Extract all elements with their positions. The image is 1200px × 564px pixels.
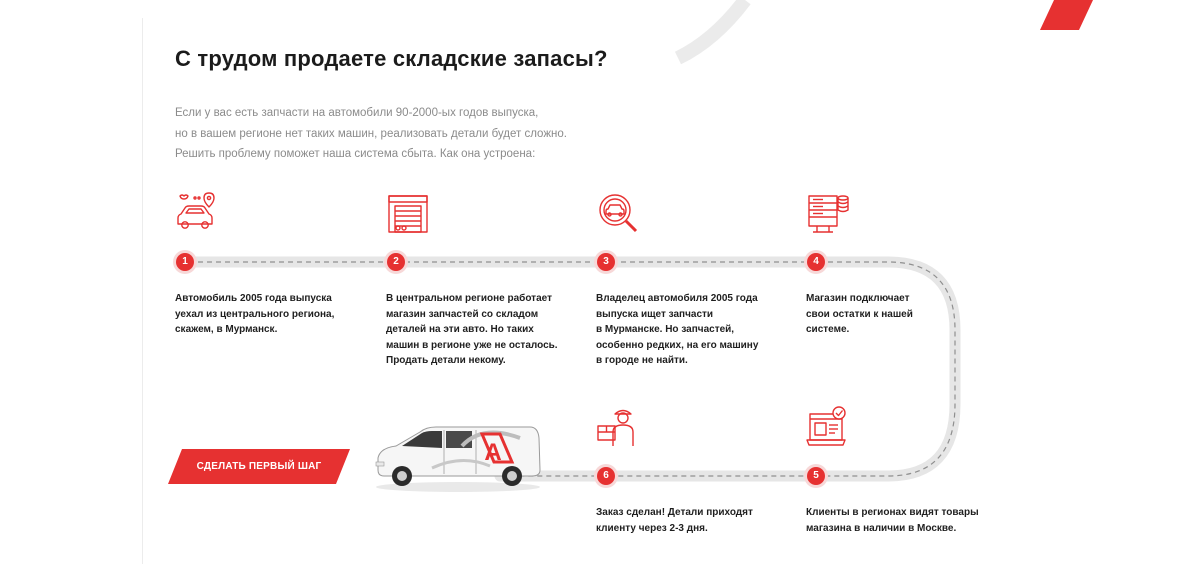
warehouse-icon: [385, 190, 431, 236]
first-step-button-label: СДЕЛАТЬ ПЕРВЫЙ ШАГ: [196, 461, 322, 472]
step-description-4: [806, 291, 913, 338]
step-number-4: 4: [807, 253, 825, 271]
step-line: Владелец автомобиля 2005 года: [596, 293, 758, 304]
step-line: свои остатки к нашей: [806, 308, 913, 320]
step-line: В центральном регионе работает: [386, 293, 552, 304]
step-description-1: [175, 291, 334, 338]
step-line: скажем, в Мурманск.: [175, 324, 278, 335]
step-line: уехал из центрального региона,: [175, 308, 335, 320]
intro-line: Решить проблему поможет наша система сбыта. Как она устроена:: [175, 148, 536, 160]
step-line: магазин запчастей со складом: [386, 308, 539, 320]
step-number-5: 5: [807, 467, 825, 485]
step-line: машин в регионе уже не осталось.: [386, 339, 558, 351]
step-number-6: 6: [597, 467, 615, 485]
intro-line: Если у вас есть запчасти на автомобили 90-2000-ых годов выпуска,: [175, 107, 539, 119]
step-line: системе.: [806, 324, 850, 335]
step-line: в городе не найти.: [596, 355, 688, 366]
online-store-icon: [805, 404, 851, 450]
step-line: магазина в наличии в Москве.: [806, 522, 957, 534]
intro-line: но в вашем регионе нет таких машин, реализовать детали будет сложно.: [175, 127, 567, 140]
step-line: клиенту через 2-3 дня.: [596, 522, 708, 534]
van-logo: A: [484, 439, 502, 466]
step-number-2: 2: [387, 253, 405, 271]
step-line: деталей на эти авто. Но таких: [386, 324, 534, 335]
step-line: Магазин подключает: [806, 293, 910, 304]
step-line: в Мурманске. Но запчастей,: [596, 324, 735, 335]
step-description-2: [386, 291, 558, 369]
step-line: Продать детали некому.: [386, 355, 506, 366]
step-number-3: 3: [597, 253, 615, 271]
step-line: Заказ сделан! Детали приходят: [596, 507, 753, 518]
step-line: особенно редких, на его машину: [596, 339, 759, 351]
step-line: выпуска ищет запчасти: [596, 308, 714, 320]
step-description-5: [806, 505, 979, 536]
step-line: Клиенты в регионах видят товары: [806, 507, 979, 518]
delivery-courier-icon: [595, 404, 641, 450]
car-location-icon: [172, 190, 218, 236]
step-description-3: [596, 291, 758, 369]
delivery-van-icon: [372, 418, 544, 494]
step-line: Автомобиль 2005 года выпуска: [175, 293, 332, 304]
car-search-icon: [595, 190, 641, 236]
first-step-button[interactable]: [168, 449, 350, 484]
step-number-1: 1: [176, 253, 194, 271]
page-title: С трудом продаете складские запасы?: [175, 46, 608, 71]
step-description-6: [596, 505, 753, 536]
server-database-icon: [805, 190, 851, 236]
